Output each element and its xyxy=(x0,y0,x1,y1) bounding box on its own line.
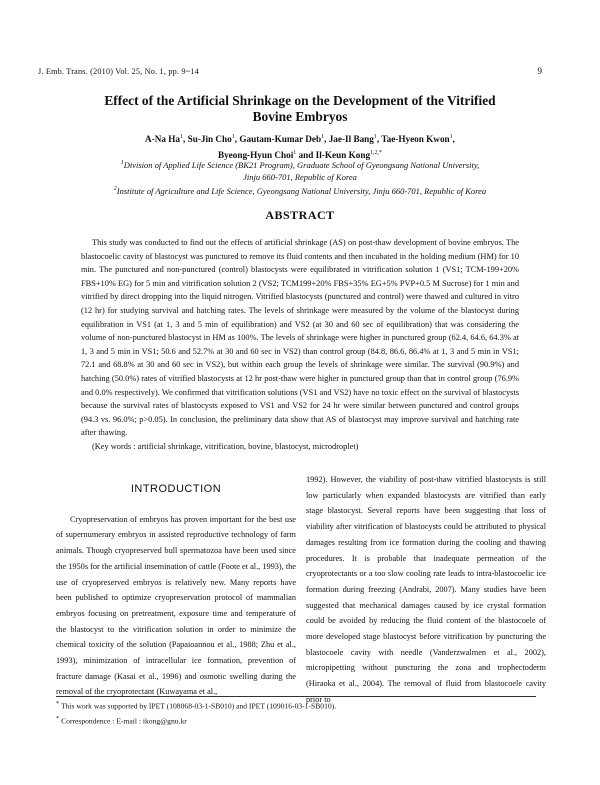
affiliation-1-line-1 xyxy=(0,157,600,171)
affiliation-text: Institute of Agriculture and Life Science, Gyeongsang National University, Jinju 660-701, Republic of Korea xyxy=(116,185,487,196)
author-name: Jae-Il Bang xyxy=(328,134,374,145)
affiliations xyxy=(0,157,600,197)
title-line-1: Effect of the Artificial Shrinkage on the Development of the Vitrified xyxy=(104,93,496,108)
author-line-1: A-Na Ha$^1$, Su-Jin Cho$^1$, Gautam-Kumar Deb$^1$, Jae-Il Bang$^1$, Tae-Hyeon Kwon$^1$, xyxy=(145,134,455,145)
footnote-mark: * xyxy=(56,714,60,722)
affiliation-text: Division of Applied Life Science (BK21 Program), Graduate School of Gyeongsang National University, xyxy=(123,159,480,170)
running-head: J. Emb. Trans. (2010) Vol. 25, No. 1, pp. 9~14 xyxy=(38,67,199,76)
author-affil-mark: 1 xyxy=(293,150,297,157)
footnote-funding xyxy=(56,698,536,713)
page-number: 9 xyxy=(537,66,542,76)
keywords: (Key words : artificial shrinkage, vitrification, bovine, blastocyst, microdroplet) xyxy=(92,441,359,451)
affiliation-mark: 2 xyxy=(113,185,117,192)
affiliation-2 xyxy=(0,183,600,197)
author-affil-mark: 1 xyxy=(449,134,453,140)
author-name: Byeong-Hyun Choi xyxy=(217,150,294,161)
abstract-heading: ABSTRACT xyxy=(265,208,335,222)
intro-paragraph-right: 1992). However, the viability of post-thaw vitrified blastocysts is still low particularly when expanded blastocysts are vitrified than early stage blastocyst. Several reports have been suggesting that loss of viability after vitrification of blastocysts could be attributed to physical damages resulting from ice formation during the cooling and thawing procedures. It is probable that inadequate permeation of the cryoprotectants or a too slow cooling rate leads to intra-blastocoelic ice formation during freezing (Andrabi, 2007). Many studies have been suggested that mechanical damages caused by ice crystal formation could be avoided by reducing the fluid content of the blastocoele of more developed stage blastocyst before vitrification by puncturing the blastocoele cavity with needle (Vanderzwalmen et al., 2002), micropipetting without puncturing the zona and trophectoderm (Hiraoka et al., 2004). The removal of fluid from blastocoele cavity prior to xyxy=(306,475,546,704)
affiliation-mark: 1 xyxy=(120,160,124,166)
author-name: Il-Keun Kong xyxy=(315,150,371,161)
affiliation-1-line-2: Jinju 660-701, Republic of Korea xyxy=(243,171,357,182)
intro-paragraph-left: Cryopreservation of embryos has proven important for the best use of supernumerary embryos in assisted reproductive technology of farm animals. Though cryopreserved bull spermatozoa have been used since the 1950s for the artificial insemination of cattle (Foote et al., 1993), the use of cryopreserved embryos is relatively new. Many reports have been published to optimize cryopreservation protocol of mammalian embryos focusing on pretreatment, exposure time and temperature of the blastocyst to the vitrification solution in order to minimize the chemical toxicity of the solution (Papaioannou et al., 1988; Zhu et al., 1993), minimization of intracellular ice formation, prevention of fracture damage (Kasai et al., 1996) and osmotic swelling during the removal of the cryoprotectant (Kuwayama et al., xyxy=(56,514,296,697)
author-name: Su-Jin Cho xyxy=(187,134,232,145)
footnote-text: This work was supported by IPET (108068-03-1-SB010) and IPET (109016-03-1-SB010). xyxy=(60,701,337,711)
author-affil-mark: 1,2,* xyxy=(370,150,383,157)
author-affil-mark: 1 xyxy=(321,134,325,140)
footnote-mark: * xyxy=(56,700,60,707)
abstract-text: This study was conducted to find out the effects of artificial shrinkage (AS) on post-thaw development of bovine embryos. The blastocoelic cavity of blastocyst was punctured to remove its fluid contents and then incubated in the holding medium (HM) for 10 min. The punctured and non-punctured (control) blastocysts were equilibrated in vitrification solution 1 (VS1; TCM-199+20% FBS+10% EG) for 5 min and vitrification solution 2 (VS2; TCM199+20% FBS+35% EG+5% PVP+0.5 M Sucrose) for 1 min and vitrified by direct dropping into the liquid nitrogen. Vitrified blastocysts (punctured and control) were thawed and cultured in vitro (12 hr) for studying survival and hatching rates. The levels of shrinkage were measured by the volume of the blastocyst during equilibration in VS1 (at 1, 3 and 5 min of equilibration) and VS2 (at 30 and 60 sec of equilibration) that was considering the volume of non-punctured blastocyst in HM as 100%. The levels of shrinkage were higher in punctured group (62.4, 64.6, 64.3% at 1, 3 and 5 min in VS1; 50.6 and 52.7% at 30 and 60 sec in VS2) than control group (84.8, 86.6, 86.4% at 1, 3 and 5 min in VS1; 72.1 and 68.8% at 30 and 60 sec in VS2), but within each group the levels of shrinkage were similar. The survival (90.9%) and hatching (50.0%) rates of vitrified blastocysts at 12 hr post-thaw were higher in punctured group than that in control group (76.9% and 0.0% respectively). We confirmed that vitrification solutions (VS1 and VS2) have no toxic effect on the survival of blastocysts because the survival rates of blastocysts exposed to VS1 and VS2 for 24 hr were similar between punctured and control groups (94.3 vs. 96.0%; p>0.05). In conclusion, the preliminary data show that AS of blastocyst may improve survival and hatching rate after thawing. xyxy=(81,238,519,438)
left-column xyxy=(56,474,296,700)
introduction-heading: INTRODUCTION xyxy=(130,483,222,495)
author-line-2: Byeong-Hyun Choi$^1$ and Il-Keun Kong$^{1,2,*}$ xyxy=(217,150,383,161)
author-affil-mark: 1 xyxy=(373,134,377,140)
author-name: Gautam-Kumar Deb xyxy=(239,134,322,145)
right-column xyxy=(306,472,546,708)
abstract-body xyxy=(81,236,519,454)
author-name: Tae-Hyeon Kwon xyxy=(381,134,450,145)
footnote-correspondence xyxy=(56,713,536,728)
author-name: A-Na Ha xyxy=(145,134,180,145)
author-affil-mark: 1 xyxy=(231,134,235,140)
author-affil-mark: 1 xyxy=(180,134,183,140)
title-line-2: Bovine Embryos xyxy=(252,109,348,124)
footnote-text: Correspondence : E-mail : ikong@gnu.kr xyxy=(61,716,187,726)
paper-title xyxy=(0,93,600,125)
footnotes xyxy=(56,696,536,727)
